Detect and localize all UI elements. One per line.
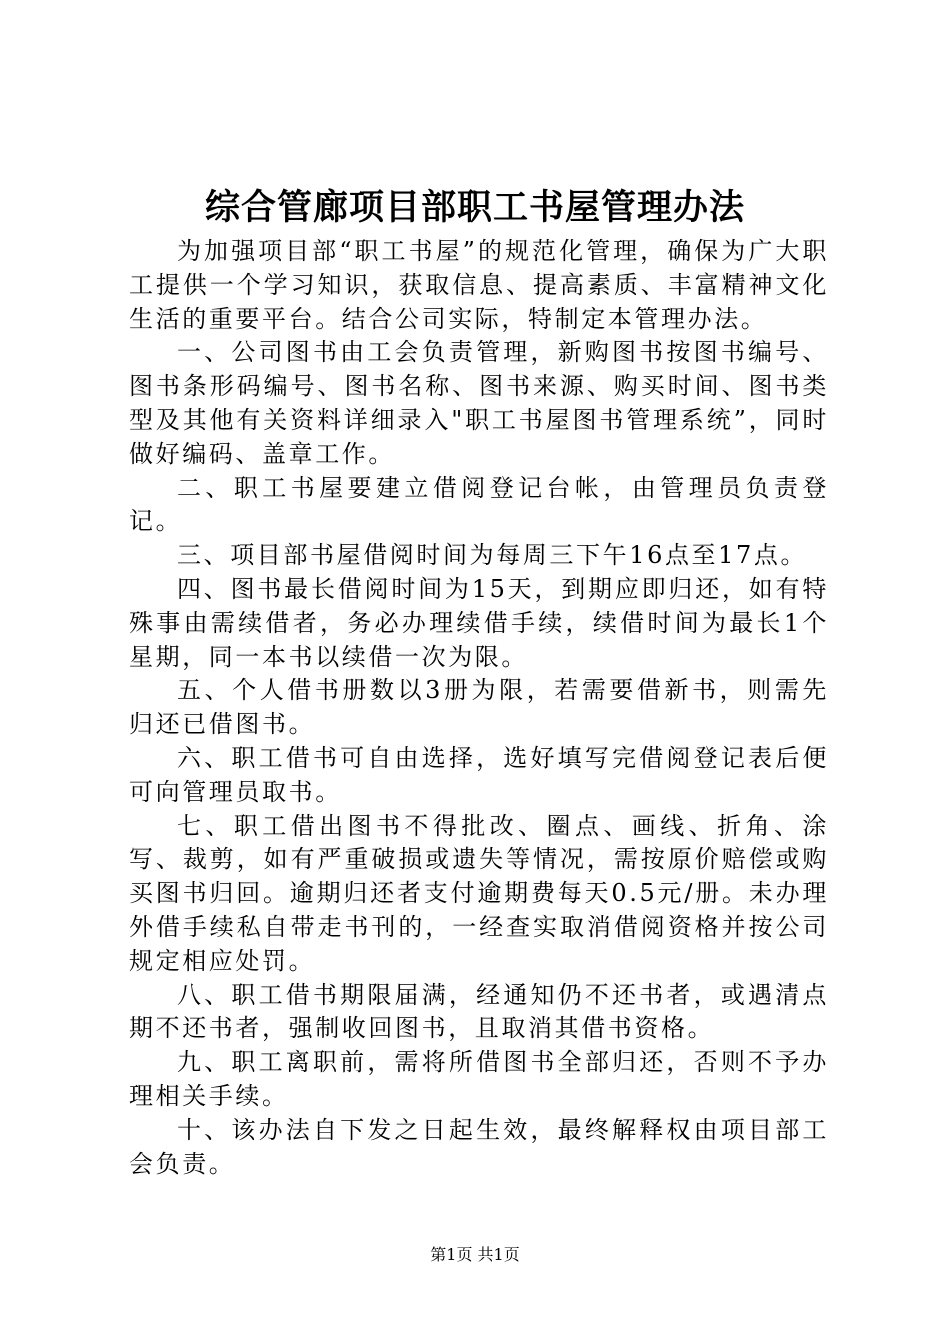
paragraph-item-6: 六、职工借书可自由选择，选好填写完借阅登记表后便可向管理员取书。 — [129, 743, 829, 806]
paragraph-item-7: 七、职工借出图书不得批改、圈点、画线、折角、涂写、裁剪，如有严重破损或遗失等情况，需按原价赔偿或购买图书归回。逾期归还者支付逾期费每天0.5元/册。未办理外借手续私自带走书刊的，一经查实取消借阅资格并按公司规定相应处罚。 — [129, 811, 829, 975]
paragraph-item-10: 十、该办法自下发之日起生效，最终解释权由项目部工会负责。 — [129, 1115, 829, 1178]
paragraph-item-9: 九、职工离职前，需将所借图书全部归还，否则不予办理相关手续。 — [129, 1048, 829, 1110]
paragraph-item-4: 四、图书最长借阅时间为15天，到期应即归还，如有特殊事由需续借者，务必办理续借手续，续借时间为最长1个星期，同一本书以续借一次为限。 — [129, 574, 829, 671]
paragraph-item-2: 二、职工书屋要建立借阅登记台帐，由管理员负责登记。 — [129, 473, 829, 536]
paragraph-item-3: 三、项目部书屋借阅时间为每周三下午16点至17点。 — [177, 541, 808, 570]
document-body — [129, 235, 829, 1181]
paragraph-item-1: 一、公司图书由工会负责管理，新购图书按图书编号、图书条形码编号、图书名称、图书来源、购买时间、图书类型及其他有关资料详细录入"职工书屋图书管理系统”，同时做好编码、盖章工作。 — [129, 338, 829, 468]
paragraph-intro: 为加强项目部“职工书屋”的规范化管理，确保为广大职工提供一个学习知识，获取信息、提高素质、丰富精神文化生活的重要平台。结合公司实际，特制定本管理办法。 — [129, 237, 829, 333]
paragraph-item-8: 八、职工借书期限届满，经通知仍不还书者，或遇清点期不还书者，强制收回图书，且取消其借书资格。 — [129, 980, 829, 1043]
document-title: 综合管廊项目部职工书屋管理办法 — [204, 187, 745, 228]
paragraph-item-5: 五、个人借书册数以3册为限，若需要借新书，则需先归还已借图书。 — [129, 676, 829, 739]
page-number-footer: 第1页 共1页 — [430, 1245, 520, 1264]
